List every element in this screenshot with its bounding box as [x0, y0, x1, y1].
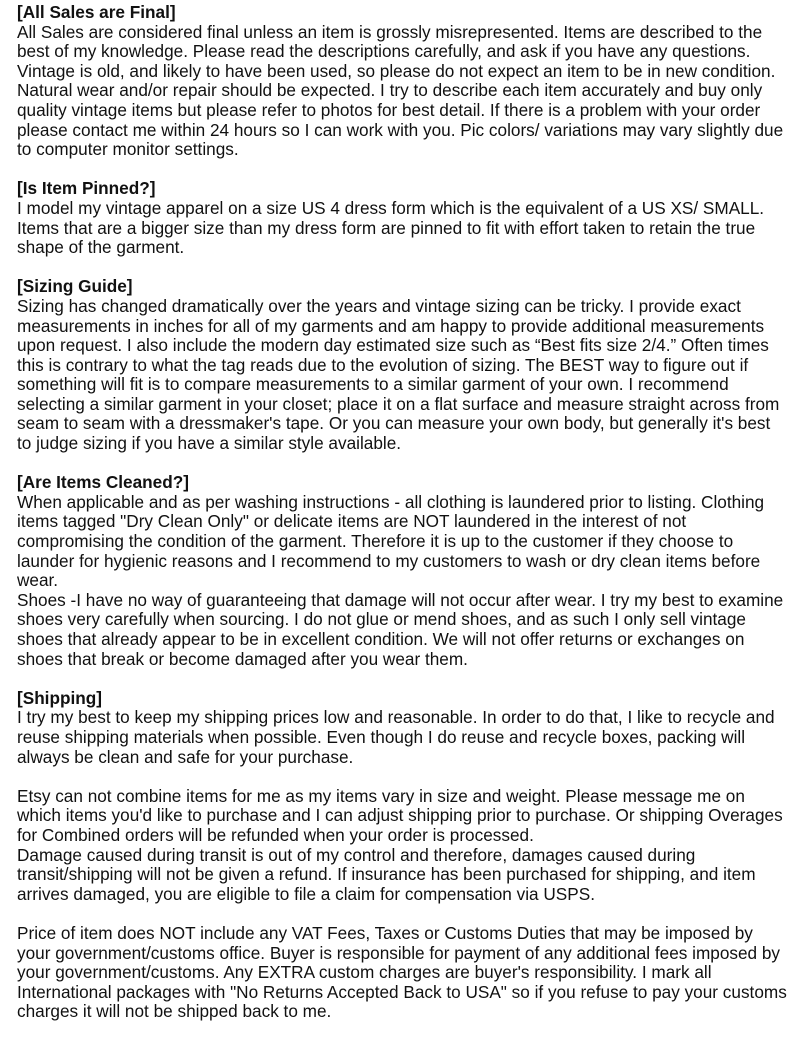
section-are-items-cleaned — [17, 473, 789, 669]
section-heading: [Are Items Cleaned?] — [17, 472, 189, 493]
section-paragraph: All Sales are considered final unless an item is grossly misrepresented. Items are described to the best of my knowledge. Please read the descriptions carefully, and ask if you have any questions. Vintage is old, and likely to have been used, so please do not expect an item to be in new condition. Natural wear and/or repair should be expected. I try to describe each item accurately and buy only quality vintage items but please refer to photos for best detail. If there is a problem with your order please contact me within 24 hours so I can work with you. Pic colors/ variations may vary slightly due to computer monitor settings. — [17, 21, 784, 160]
section-paragraph: Etsy can not combine items for me as my items vary in size and weight. Please message me on which items you'd like to purchase and I can adjust shipping prior to purchase. Or shipping Overages for Combined orders will be refunded when your order is processed. — [17, 785, 783, 845]
section-paragraph: I try my best to keep my shipping prices low and reasonable. In order to do that, I like to recycle and reuse shipping materials when possible. Even though I do reuse and recycle boxes, packing will always be clean and safe for your purchase. — [17, 707, 775, 767]
section-paragraph: When applicable and as per washing instructions - all clothing is laundered prior to listing. Clothing items tagged "Dry Clean Only" or delicate items are NOT laundered in the interest of not compromising the condition of the garment. Therefore it is up to the customer if they choose to launder for hygienic reasons and I recommend to my customers to wash or dry clean items before wear. — [17, 491, 765, 591]
section-paragraph: I model my vintage apparel on a size US 4 dress form which is the equivalent of a US XS/ SMALL. Items that are a bigger size than my dress form are pinned to fit with effort taken to retain the true shape of the garment. — [17, 197, 765, 258]
section-paragraph: Shoes -I have no way of guaranteeing that damage will not occur after wear. I try my best to examine shoes very carefully when sourcing. I do not glue or mend shoes, and as such I only sell vintage shoes that already appear to be in excellent condition. We will not offer returns or exchanges on shoes that break or become damaged after you wear them. — [17, 589, 784, 669]
section-is-item-pinned — [17, 179, 789, 257]
section-heading: [Is Item Pinned?] — [17, 178, 156, 199]
section-paragraph: Sizing has changed dramatically over the years and vintage sizing can be tricky. I provide exact measurements in inches for all of my garments and am happy to provide additional measurements upon request. I also include the modern day estimated size such as “Best fits size 2/4.” Often times this is contrary to what the tag reads due to the evolution of sizing. The BEST way to figure out if something will fit is to compare measurements to a similar garment of your own. I recommend selecting a similar garment in your closet; place it on a flat surface and measure straight across from seam to seam with a dressmaker's tape. Or you can measure your own body, but generally it's best to judge sizing if you have a similar style available. — [17, 295, 780, 454]
section-all-sales-final — [17, 3, 789, 160]
policy-document — [17, 3, 789, 1041]
section-shipping — [17, 689, 789, 1022]
section-heading: [Shipping] — [17, 687, 102, 708]
section-paragraph: Price of item does NOT include any VAT Fees, Taxes or Customs Duties that may be imposed by your government/customs office. Buyer is responsible for payment of any additional fees imposed by your government/customs. Any EXTRA custom charges are buyer's responsibility. I mark all International packages with "No Returns Accepted Back to USA" so if you refuse to pay your customs charges it will not be shipped back to me. — [17, 922, 787, 1022]
section-sizing-guide — [17, 277, 789, 453]
section-heading: [Sizing Guide] — [17, 276, 133, 297]
section-paragraph: Damage caused during transit is out of my control and therefore, damages caused during transit/shipping will not be given a refund. If insurance has been purchased for shipping, and item arrives damaged, you are eligible to file a claim for compensation via USPS. — [17, 844, 756, 904]
section-heading: [All Sales are Final] — [17, 2, 176, 22]
